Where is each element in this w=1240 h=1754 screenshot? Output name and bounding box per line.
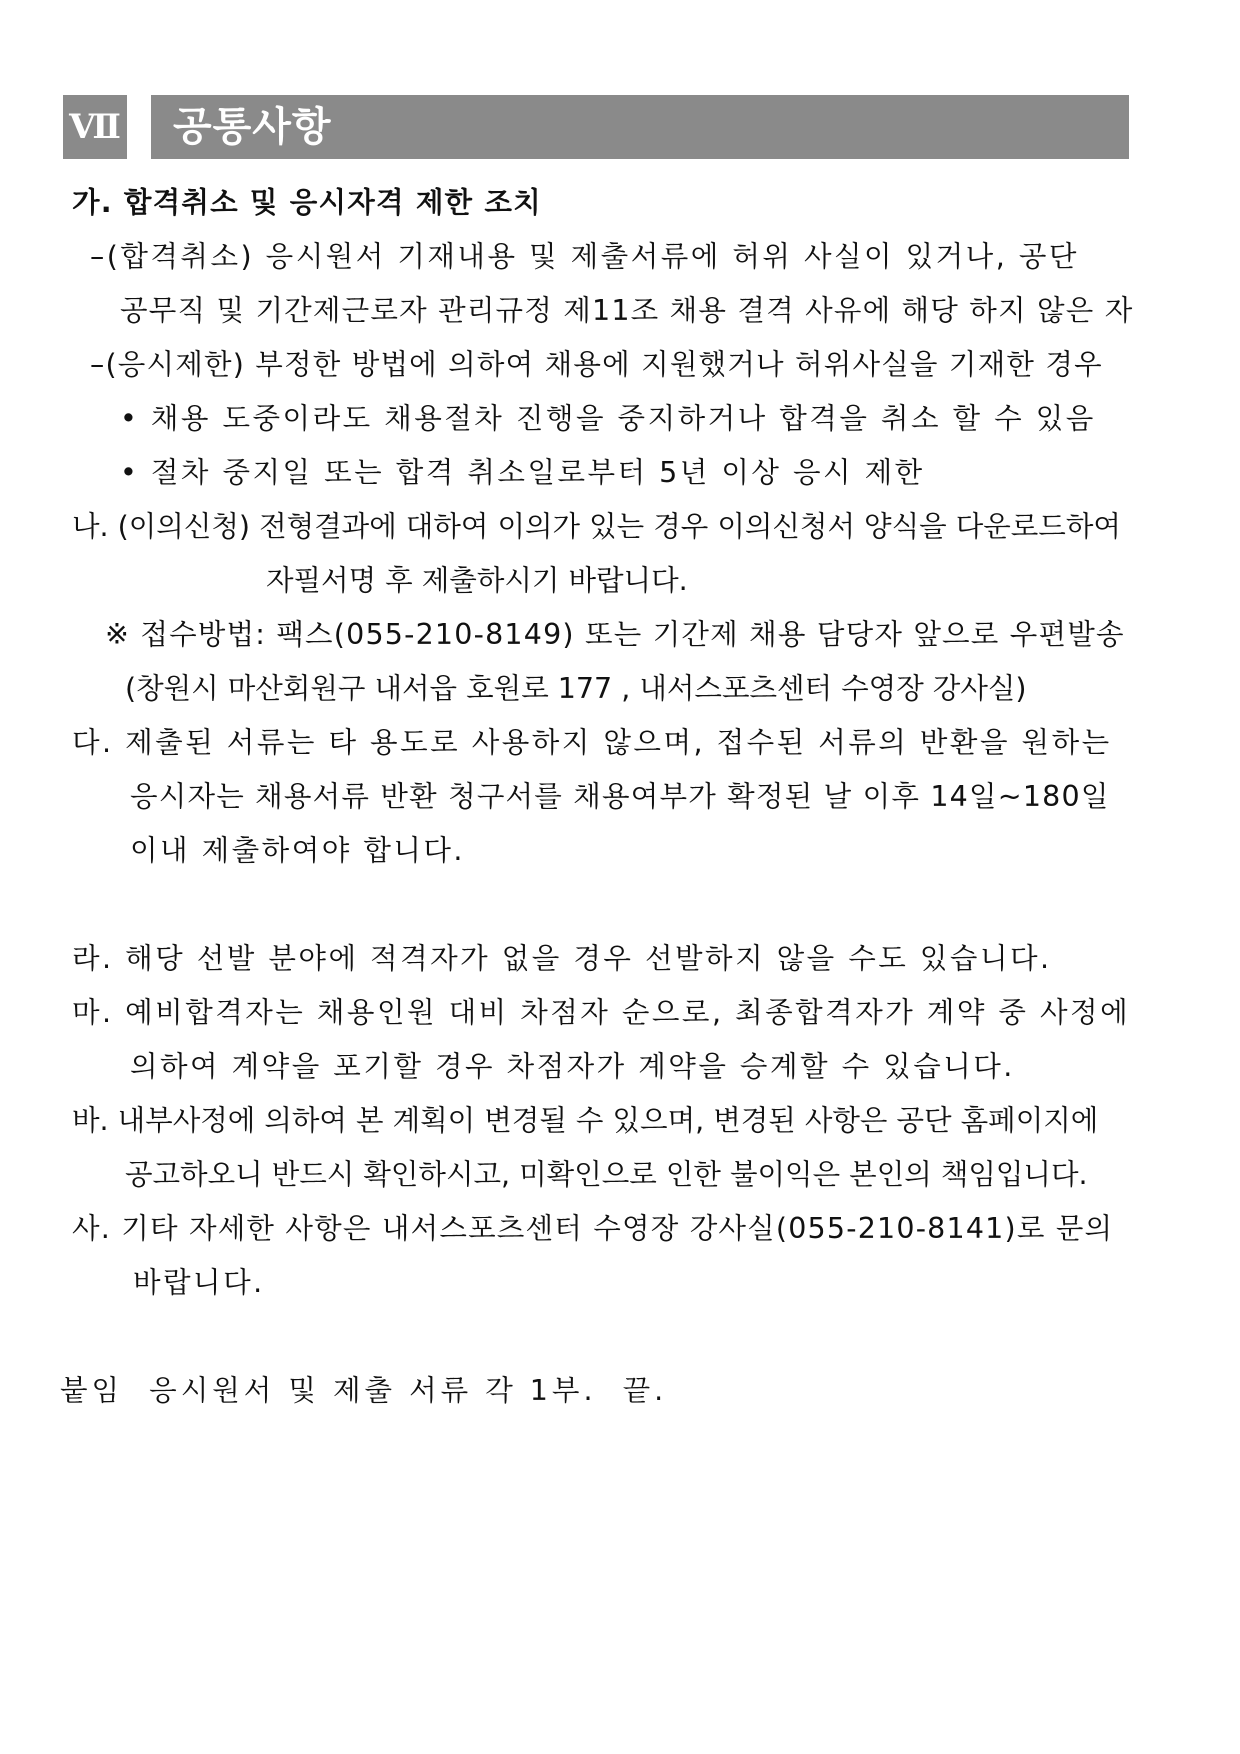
item-ma-line2: 의하여 계약을 포기할 경우 차점자가 계약을 승계할 수 있습니다.: [130, 1050, 1015, 1083]
item-na-note-line2: (창원시 마산회원구 내서읍 호원로 177 , 내서스포츠센터 수영장 강사실): [125, 672, 1027, 705]
item-ga-bullet2: • 절차 중지일 또는 합격 취소일로부터 5년 이상 응시 제한: [120, 456, 925, 489]
item-ga-restrict-line: –(응시제한) 부정한 방법에 의하여 채용에 지원했거나 허위사실을 기재한 경우: [90, 348, 1103, 381]
item-na-line1: 나. (이의신청) 전형결과에 대하여 이의가 있는 경우 이의신청서 양식을 다운로드하여: [72, 510, 1121, 543]
item-da-line1: 다. 제출된 서류는 타 용도로 사용하지 않으며, 접수된 서류의 반환을 원하는: [72, 726, 1112, 759]
item-na-line2: 자필서명 후 제출하시기 바랍니다.: [266, 564, 688, 597]
section-number: Ⅶ: [63, 95, 127, 159]
section-header-bar: [151, 95, 1129, 159]
item-sa-line1: 사. 기타 자세한 사항은 내서스포츠센터 수영장 강사실(055-210-8141)로 문의: [72, 1212, 1114, 1245]
item-ga-cancel-line1: –(합격취소) 응시원서 기재내용 및 제출서류에 허위 사실이 있거나, 공단: [90, 240, 1079, 273]
item-ba-line2: 공고하오니 반드시 확인하시고, 미확인으로 인한 불이익은 본인의 책임입니다.: [125, 1158, 1088, 1191]
item-da-line3: 이내 제출하여야 합니다.: [130, 834, 465, 867]
item-ga-cancel-line2: 공무직 및 기간제근로자 관리규정 제11조 채용 결격 사유에 해당 하지 않은 자: [120, 294, 1134, 327]
item-da-line2: 응시자는 채용서류 반환 청구서를 채용여부가 확정된 날 이후 14일~180일: [130, 780, 1110, 813]
item-ma-line1: 마. 예비합격자는 채용인원 대비 차점자 순으로, 최종합격자가 계약 중 사정에: [72, 996, 1131, 1029]
item-ga-bullet1: • 채용 도중이라도 채용절차 진행을 중지하거나 합격을 취소 할 수 있음: [120, 402, 1096, 435]
item-ba-line1: 바. 내부사정에 의하여 본 계획이 변경될 수 있으며, 변경된 사항은 공단 홈페이지에: [72, 1104, 1099, 1137]
item-na-note-line1: ※ 접수방법: 팩스(055-210-8149) 또는 기간제 채용 담당자 앞으로 우편발송: [105, 618, 1125, 651]
item-ga-heading: 가. 합격취소 및 응시자격 제한 조치: [72, 186, 542, 219]
section-title: 공통사항: [173, 104, 332, 150]
item-ra-line1: 라. 해당 선발 분야에 적격자가 없을 경우 선발하지 않을 수도 있습니다.: [72, 942, 1052, 975]
attachment-line: 붙임 응시원서 및 제출 서류 각 1부. 끝.: [60, 1374, 668, 1407]
item-sa-line2: 바랍니다.: [133, 1266, 265, 1299]
